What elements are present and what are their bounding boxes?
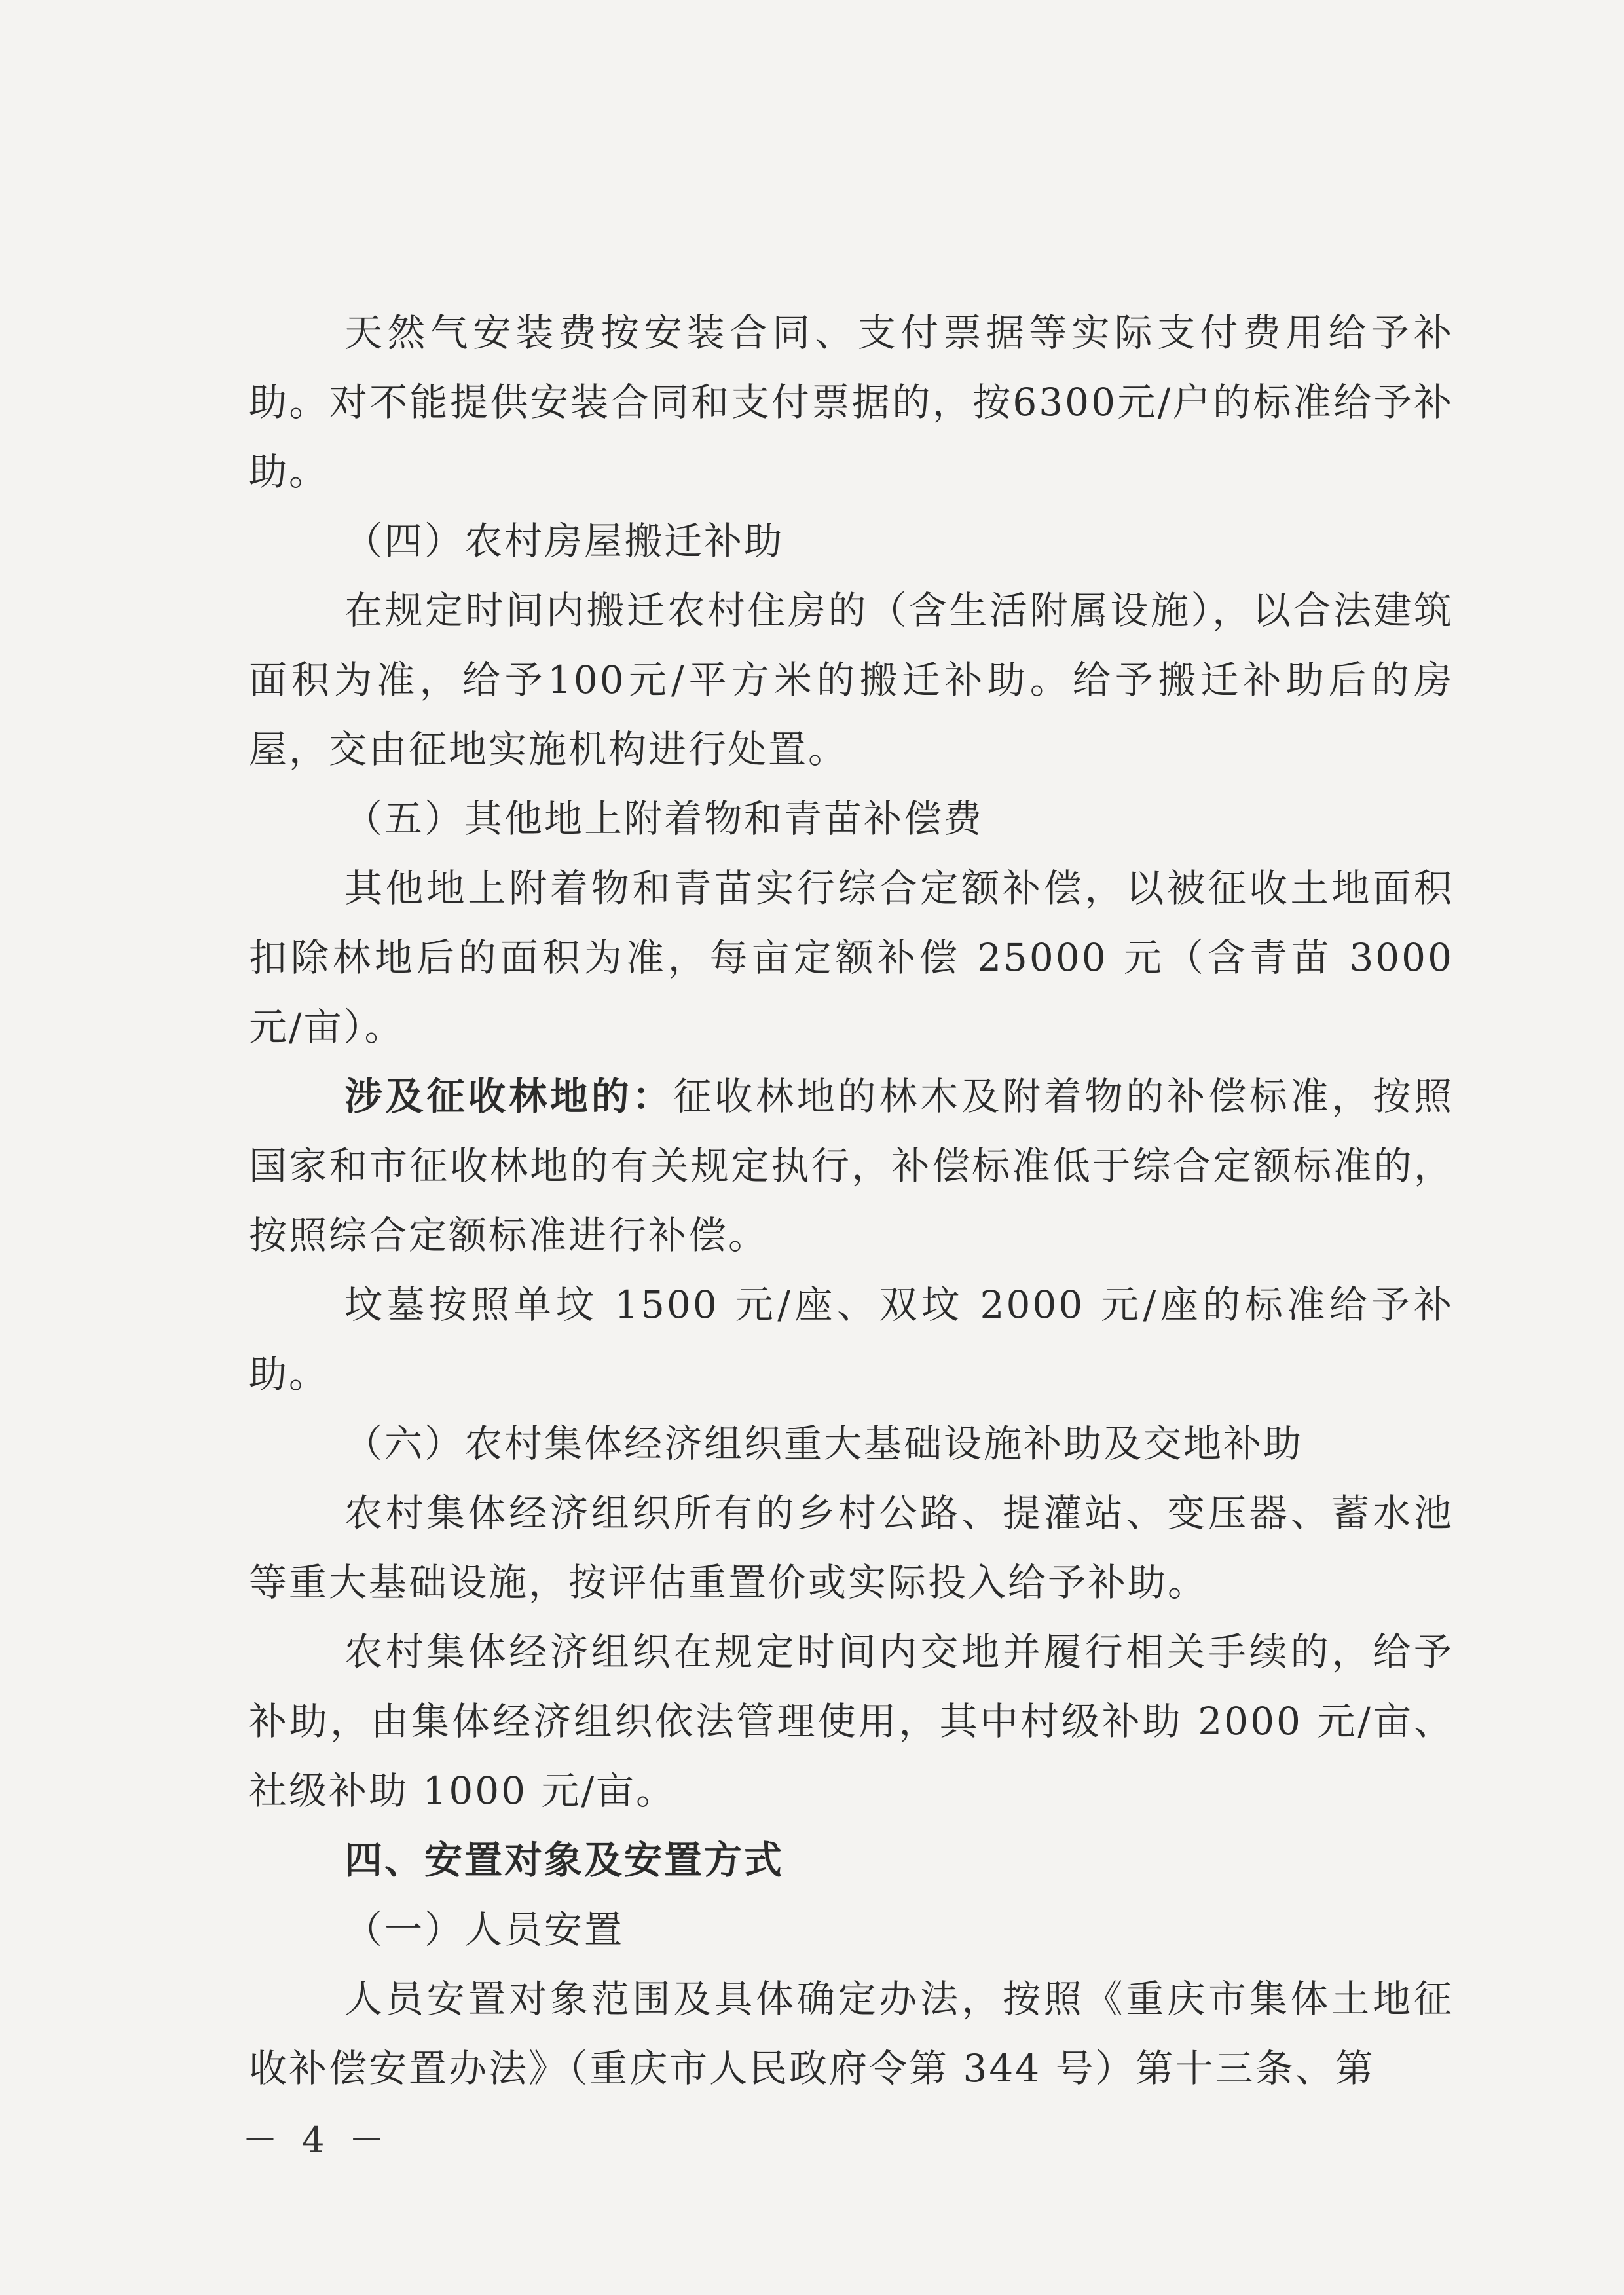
- heading-personnel-resettlement: （一）人员安置: [344, 1907, 625, 1952]
- paragraph-personnel-resettlement: 人员安置对象范围及具体确定办法，按照《重庆市集体土地征收补偿安置办法》（重庆市人民政府令第 344 号）第十三条、第: [249, 1977, 1454, 2091]
- section-heading-resettlement: 四、安置对象及安置方式: [344, 1838, 784, 1882]
- heading-attachments-crops: （五）其他地上附着物和青苗补偿费: [344, 796, 984, 841]
- document-body: [249, 298, 1454, 2103]
- paragraph-infrastructure: 农村集体经济组织所有的乡村公路、提灌站、变压器、蓄水池等重大基础设施，按评估重置价或实际投入给予补助。: [249, 1491, 1454, 1605]
- heading-collective-infrastructure: （六）农村集体经济组织重大基础设施补助及交地补助: [344, 1421, 1304, 1466]
- paragraph-graves: 坟墓按照单坟 1500 元/座、双坟 2000 元/座的标准给予补助。: [249, 1282, 1454, 1396]
- paragraph-land-handover: 农村集体经济组织在规定时间内交地并履行相关手续的，给予补助，由集体经济组织依法管理使用，其中村级补助 2000 元/亩、社级补助 1000 元/亩。: [249, 1630, 1454, 1813]
- page-number: － 4 －: [242, 2119, 391, 2161]
- forest-land-lead: 涉及征收林地的：: [344, 1074, 674, 1119]
- forest-land-text: 征收林地的林木及附着物的补偿标准，按照国家和市征收林地的有关规定执行，补偿标准低于综合定额标准的，按照综合定额标准进行补偿。: [249, 1074, 1454, 1258]
- paragraph-attachments-crops: 其他地上附着物和青苗实行综合定额补偿，以被征收土地面积扣除林地后的面积为准，每亩定额补偿 25000 元（含青苗 3000 元/亩）。: [249, 866, 1454, 1049]
- paragraph-relocation-subsidy: 在规定时间内搬迁农村住房的（含生活附属设施），以合法建筑面积为准，给予100元/平方米的搬迁补助。给予搬迁补助后的房屋，交由征地实施机构进行处置。: [249, 588, 1454, 772]
- paragraph-gas-installation: 天然气安装费按安装合同、支付票据等实际支付费用给予补助。对不能提供安装合同和支付票据的，按6300元/户的标准给予补助。: [249, 310, 1454, 494]
- heading-relocation-subsidy: （四）农村房屋搬迁补助: [344, 519, 784, 563]
- paragraph-forest-land: [249, 1062, 1454, 1270]
